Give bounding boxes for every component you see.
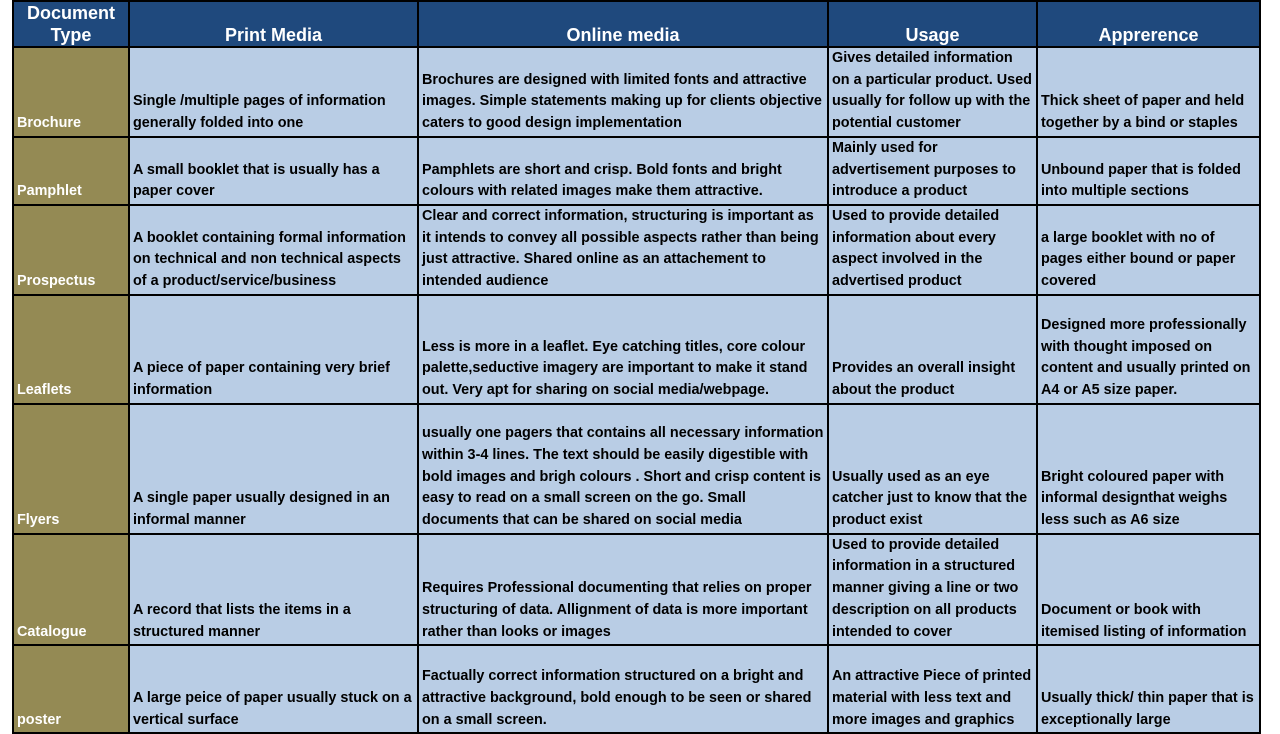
table-row [13, 645, 1260, 733]
online-media-cell: Less is more in a leaflet. Eye catching titles, core colour palette,seductive imagery are important to make it stand out. Very apt for sharing on social media/webpage. [418, 295, 828, 404]
print-media-cell: A single paper usually designed in an informal manner [129, 404, 418, 534]
table-row [13, 404, 1260, 534]
document-type-cell: poster [13, 645, 129, 733]
online-media-cell: Requires Professional documenting that relies on proper structuring of data. Allignment of data is more important rather than looks or images [418, 534, 828, 646]
document-type-cell: Brochure [13, 47, 129, 137]
usage-cell: Mainly used for advertisement purposes to introduce a product [828, 137, 1037, 205]
online-media-cell: Clear and correct information, structuring is important as it intends to convey all possible aspects rather than being just attractive. Shared online as an attachement to intended audience [418, 205, 828, 295]
header-document-type: Document Type [13, 1, 129, 47]
table-row [13, 205, 1260, 295]
usage-cell: Gives detailed information on a particular product. Used usually for follow up with the potential customer [828, 47, 1037, 137]
table-row [13, 295, 1260, 404]
print-media-cell: A booklet containing formal information on technical and non technical aspects of a product/service/business [129, 205, 418, 295]
online-media-cell: usually one pagers that contains all necessary information within 3-4 lines. The text should be easily digestible with bold images and brigh colours . Short and crisp content is easy to read on a small screen on the go. Small documents that can be shared on social media [418, 404, 828, 534]
header-appearance: Apprerence [1037, 1, 1260, 47]
header-usage: Usage [828, 1, 1037, 47]
print-media-cell: A large peice of paper usually stuck on a vertical surface [129, 645, 418, 733]
header-online-media: Online media [418, 1, 828, 47]
appearance-cell: a large booklet with no of pages either bound or paper covered [1037, 205, 1260, 295]
document-type-cell: Prospectus [13, 205, 129, 295]
usage-cell: An attractive Piece of printed material with less text and more images and graphics [828, 645, 1037, 733]
header-print-media: Print Media [129, 1, 418, 47]
table-row [13, 47, 1260, 137]
appearance-cell: Document or book with itemised listing of information [1037, 534, 1260, 646]
print-media-cell: A piece of paper containing very brief information [129, 295, 418, 404]
online-media-cell: Factually correct information structured on a bright and attractive background, bold enough to be seen or shared on a small screen. [418, 645, 828, 733]
appearance-cell: Designed more professionally with thought imposed on content and usually printed on A4 or A5 size paper. [1037, 295, 1260, 404]
appearance-cell: Unbound paper that is folded into multiple sections [1037, 137, 1260, 205]
usage-cell: Usually used as an eye catcher just to know that the product exist [828, 404, 1037, 534]
document-type-cell: Catalogue [13, 534, 129, 646]
appearance-cell: Thick sheet of paper and held together by a bind or staples [1037, 47, 1260, 137]
usage-cell: Used to provide detailed information in a structured manner giving a line or two description on all products intended to cover [828, 534, 1037, 646]
print-media-cell: Single /multiple pages of information generally folded into one [129, 47, 418, 137]
online-media-cell: Pamphlets are short and crisp. Bold fonts and bright colours with related images make them attractive. [418, 137, 828, 205]
print-media-cell: A record that lists the items in a structured manner [129, 534, 418, 646]
document-type-cell: Leaflets [13, 295, 129, 404]
document-type-cell: Pamphlet [13, 137, 129, 205]
document-type-cell: Flyers [13, 404, 129, 534]
online-media-cell: Brochures are designed with limited fonts and attractive images. Simple statements making up for clients objective caters to good design implementation [418, 47, 828, 137]
table-row [13, 534, 1260, 646]
table-row [13, 137, 1260, 205]
print-media-cell: A small booklet that is usually has a paper cover [129, 137, 418, 205]
usage-cell: Provides an overall insight about the product [828, 295, 1037, 404]
usage-cell: Used to provide detailed information about every aspect involved in the advertised product [828, 205, 1037, 295]
header-row [13, 1, 1260, 47]
document-types-table [12, 0, 1261, 734]
appearance-cell: Usually thick/ thin paper that is exceptionally large [1037, 645, 1260, 733]
appearance-cell: Bright coloured paper with informal designthat weighs less such as A6 size [1037, 404, 1260, 534]
